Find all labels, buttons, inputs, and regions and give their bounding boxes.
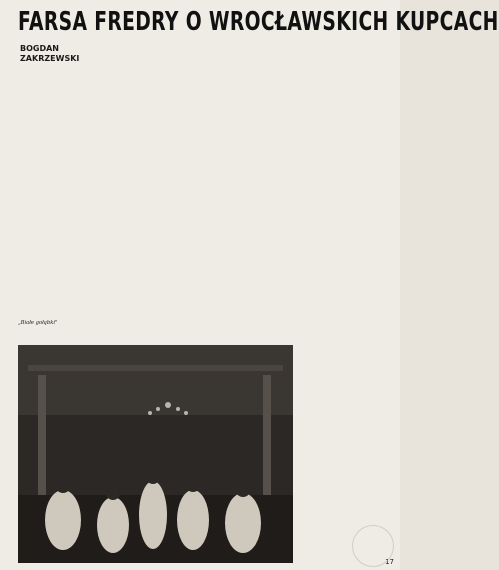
article-column-2 — [105, 46, 195, 310]
article-column-4 — [298, 46, 388, 536]
headline: FARSA FREDRY O WROCŁAWSKICH KUPCACH — [18, 7, 499, 37]
byline: BOGDAN ZAKRZEWSKI — [20, 44, 80, 63]
library-stamp — [352, 525, 394, 567]
article-column-3 — [200, 46, 290, 310]
photo-caption: „Białe gołąbki" — [18, 320, 58, 326]
stage-photo-image — [18, 345, 293, 563]
stage-photo — [18, 345, 293, 563]
page-number: 17 — [385, 558, 394, 566]
article-column-1 — [18, 78, 98, 310]
